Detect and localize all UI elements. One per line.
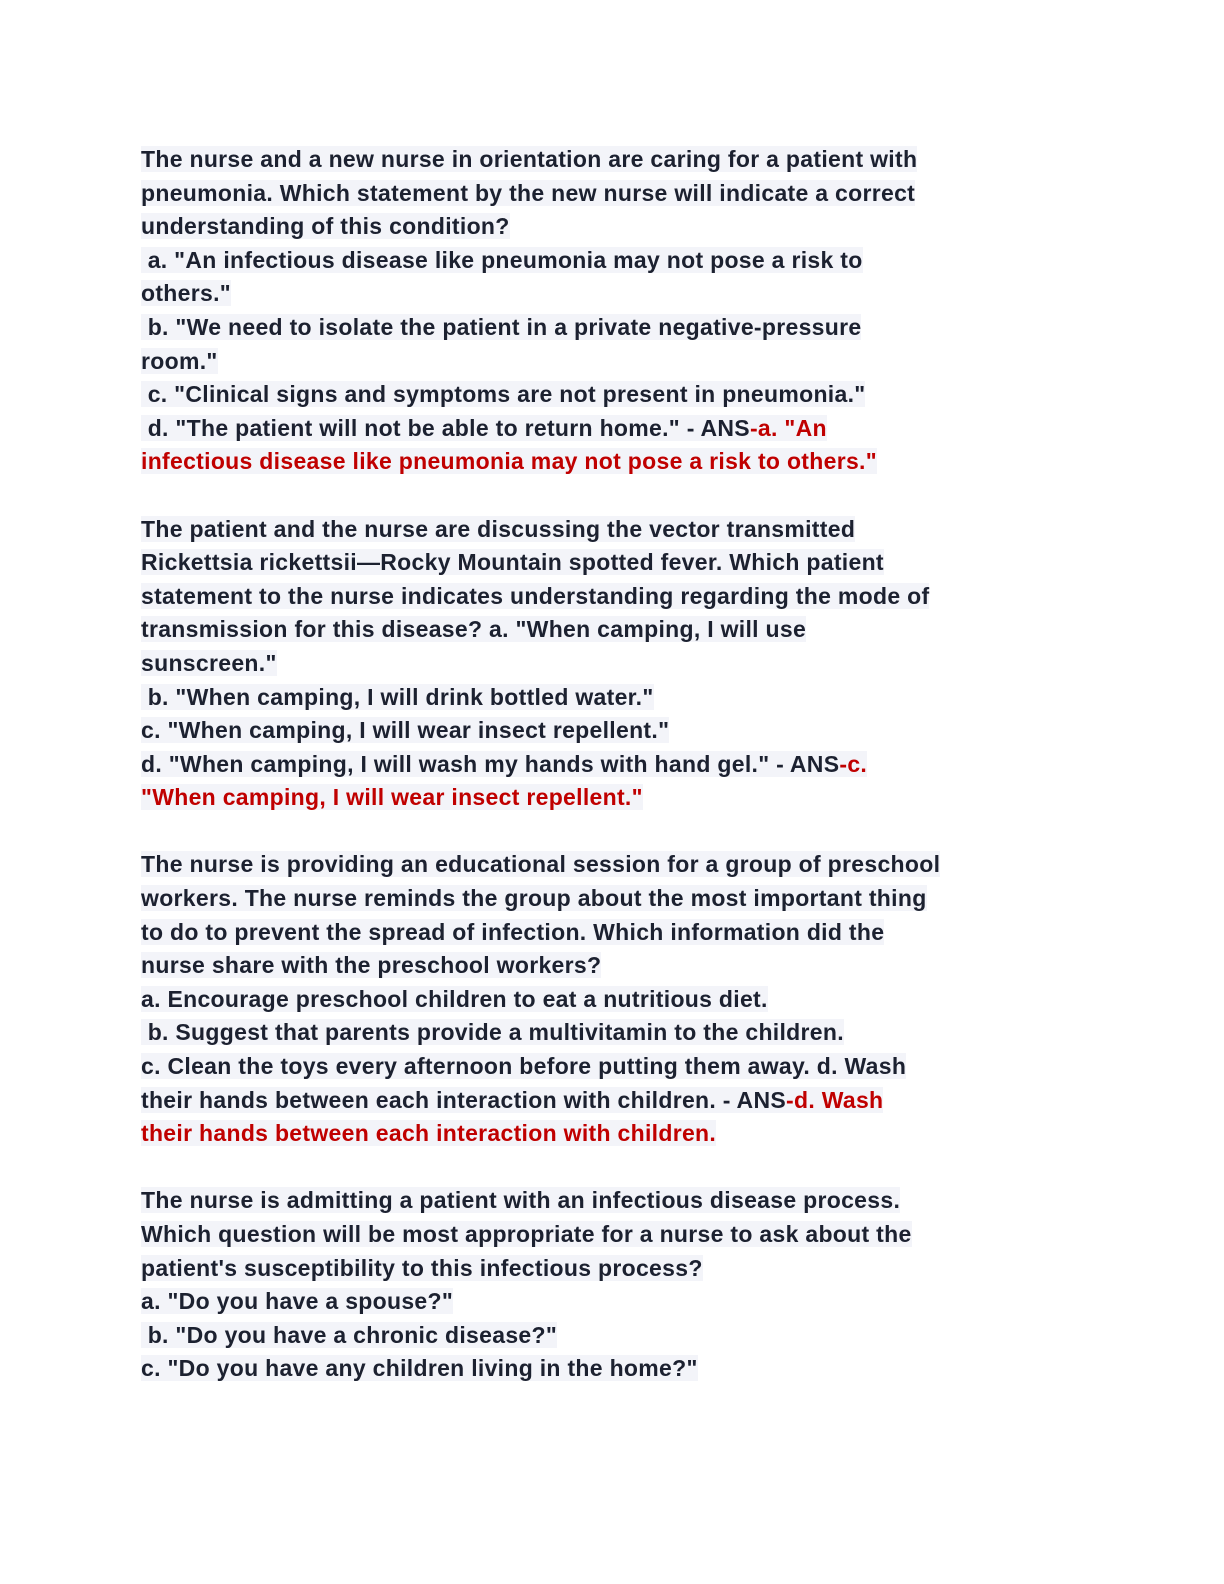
question-text: b. "We need to isolate the patient in a private negative-pressure xyxy=(141,313,862,340)
text-line xyxy=(141,143,1071,177)
text-line xyxy=(141,1285,1071,1319)
question-text: others." xyxy=(141,280,231,307)
question-text: to do to prevent the spread of infection. Which information did the xyxy=(141,918,885,945)
highlighted-text xyxy=(141,1087,883,1113)
answer-text: their hands between each interaction with children. xyxy=(141,1120,717,1147)
highlighted-text xyxy=(141,952,601,978)
text-line xyxy=(141,848,1071,882)
text-line xyxy=(141,210,1071,244)
text-line xyxy=(141,345,1071,379)
text-line xyxy=(141,882,1071,916)
text-line xyxy=(141,781,1071,815)
highlighted-text xyxy=(141,1255,703,1281)
text-line xyxy=(141,1319,1071,1353)
text-line xyxy=(141,1050,1071,1084)
question-block xyxy=(141,1184,1071,1386)
question-text: The nurse is admitting a patient with an infectious disease process. xyxy=(141,1187,901,1214)
highlighted-text xyxy=(141,1019,844,1045)
question-block xyxy=(141,143,1071,479)
highlighted-text xyxy=(141,986,768,1012)
highlighted-text xyxy=(141,1120,716,1146)
highlighted-text xyxy=(141,549,884,575)
question-text: c. "When camping, I will wear insect repellent." xyxy=(141,717,670,744)
question-text: c. Clean the toys every afternoon before putting them away. d. Wash xyxy=(141,1053,907,1080)
text-line xyxy=(141,311,1071,345)
text-line xyxy=(141,244,1071,278)
highlighted-text xyxy=(141,348,218,374)
question-text: Which question will be most appropriate for a nurse to ask about the xyxy=(141,1221,912,1247)
highlighted-text xyxy=(141,180,915,206)
highlighted-text xyxy=(141,616,806,642)
text-line xyxy=(141,1117,1071,1151)
text-line xyxy=(141,1352,1071,1386)
question-text: their hands between each interaction with children. - ANS xyxy=(141,1086,787,1113)
highlighted-text xyxy=(141,415,827,441)
text-line xyxy=(141,378,1071,412)
highlighted-text xyxy=(141,448,877,474)
text-line xyxy=(141,748,1071,782)
question-text: sunscreen." xyxy=(141,649,277,676)
highlighted-text xyxy=(141,381,865,407)
highlighted-text xyxy=(141,1221,912,1247)
question-text: workers. The nurse reminds the group about the most important thing xyxy=(141,885,927,912)
highlighted-text xyxy=(141,851,940,877)
question-text: Rickettsia rickettsii—Rocky Mountain spotted fever. Which patient xyxy=(141,549,884,576)
question-text: a. "An infectious disease like pneumonia may not pose a risk to xyxy=(141,246,863,273)
text-line xyxy=(141,949,1071,983)
question-text: statement to the nurse indicates understanding regarding the mode of xyxy=(141,582,930,609)
answer-text: -c. xyxy=(839,750,868,777)
text-line xyxy=(141,1016,1071,1050)
text-line xyxy=(141,613,1071,647)
question-text: a. Encourage preschool children to eat a nutritious diet. xyxy=(141,985,768,1012)
question-text: b. Suggest that parents provide a multivitamin to the children. xyxy=(141,1019,844,1046)
question-text: pneumonia. Which statement by the new nurse will indicate a correct xyxy=(141,179,916,206)
question-text: transmission for this disease? a. "When camping, I will use xyxy=(141,616,807,643)
highlighted-text xyxy=(141,684,654,710)
question-text: b. "Do you have a chronic disease?" xyxy=(141,1321,558,1348)
text-line xyxy=(141,177,1071,211)
text-line xyxy=(141,277,1071,311)
text-line xyxy=(141,916,1071,950)
question-text: room." xyxy=(141,347,218,374)
question-text: The nurse and a new nurse in orientation are caring for a patient with xyxy=(141,146,918,172)
highlighted-text xyxy=(141,583,929,609)
question-text: The nurse is providing an educational session for a group of preschool xyxy=(141,851,941,878)
question-text: patient's susceptibility to this infectious process? xyxy=(141,1254,703,1281)
question-block xyxy=(141,848,1071,1150)
answer-text: "When camping, I will wear insect repellent." xyxy=(141,784,643,811)
text-line xyxy=(141,681,1071,715)
highlighted-text xyxy=(141,751,867,777)
question-text: a. "Do you have a spouse?" xyxy=(141,1288,454,1315)
question-text: d. "The patient will not be able to return home." - ANS xyxy=(141,414,750,441)
question-text: nurse share with the preschool workers? xyxy=(141,952,602,979)
text-line xyxy=(141,546,1071,580)
text-line xyxy=(141,445,1071,479)
highlighted-text xyxy=(141,146,917,172)
text-line xyxy=(141,412,1071,446)
highlighted-text xyxy=(141,247,863,273)
document-page xyxy=(141,143,1071,1420)
question-block xyxy=(141,513,1071,815)
highlighted-text xyxy=(141,1288,453,1314)
text-line xyxy=(141,580,1071,614)
text-line xyxy=(141,1184,1071,1218)
highlighted-text xyxy=(141,314,861,340)
highlighted-text xyxy=(141,280,231,306)
highlighted-text xyxy=(141,717,669,743)
highlighted-text xyxy=(141,885,927,911)
highlighted-text xyxy=(141,919,884,945)
text-line xyxy=(141,1084,1071,1118)
highlighted-text xyxy=(141,1322,557,1348)
answer-text: -d. Wash xyxy=(786,1086,884,1113)
highlighted-text xyxy=(141,1053,906,1079)
question-text: d. "When camping, I will wash my hands with hand gel." - ANS xyxy=(141,750,840,777)
highlighted-text xyxy=(141,516,855,542)
text-line xyxy=(141,714,1071,748)
question-text: b. "When camping, I will drink bottled water." xyxy=(141,683,654,710)
text-line xyxy=(141,1252,1071,1286)
highlighted-text xyxy=(141,1355,698,1381)
answer-text: infectious disease like pneumonia may not pose a risk to others." xyxy=(141,448,877,475)
question-text: c. "Do you have any children living in the home?" xyxy=(141,1355,698,1382)
question-text: understanding of this condition? xyxy=(141,213,510,240)
highlighted-text xyxy=(141,784,643,810)
answer-text: -a. "An xyxy=(749,414,827,441)
question-text: c. "Clinical signs and symptoms are not present in pneumonia." xyxy=(141,381,866,408)
text-line xyxy=(141,1218,1071,1252)
highlighted-text xyxy=(141,213,510,239)
highlighted-text xyxy=(141,650,277,676)
text-line xyxy=(141,647,1071,681)
text-line xyxy=(141,983,1071,1017)
text-line xyxy=(141,513,1071,547)
question-text: The patient and the nurse are discussing the vector transmitted xyxy=(141,515,856,542)
highlighted-text xyxy=(141,1187,900,1213)
